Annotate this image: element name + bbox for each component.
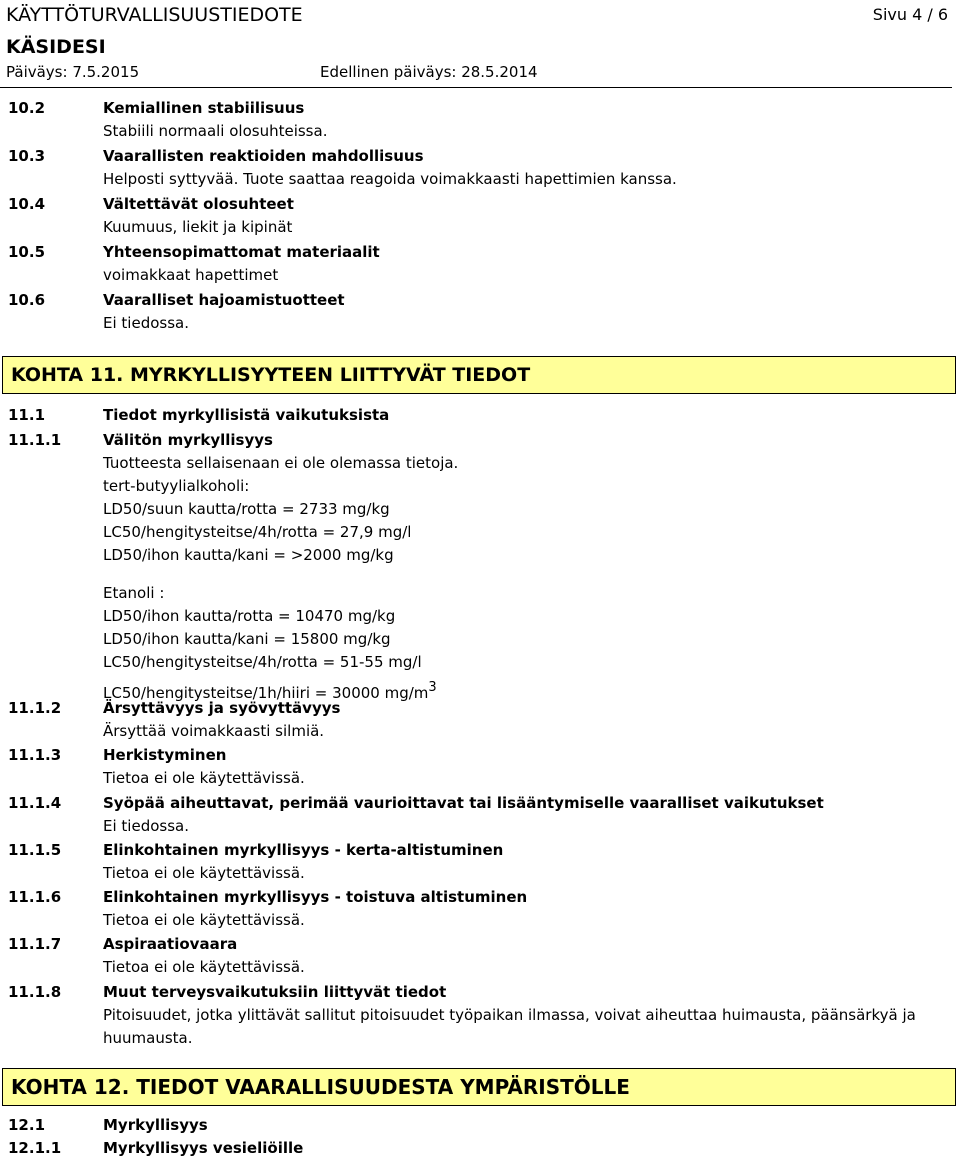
subsection-heading: Herkistyminen <box>103 746 227 764</box>
subsection-number: 11.1.4 <box>8 794 62 812</box>
subsection-heading: Muut terveysvaikutuksiin liittyvät tiedot <box>103 983 447 1001</box>
unit-superscript: 3 <box>428 680 437 695</box>
subsection-11-1-7 <box>8 933 952 979</box>
subsection-text: Tietoa ei ole käytettävissä. <box>103 911 305 929</box>
subsection-11-1-6 <box>8 886 952 932</box>
subsection-12-1-1 <box>8 1137 952 1160</box>
subsection-text: Tietoa ei ole käytettävissä. <box>103 958 305 976</box>
section-12-banner <box>2 1068 956 1106</box>
subsection-text: Tietoa ei ole käytettävissä. <box>103 864 305 882</box>
subsection-11-1-5 <box>8 839 952 885</box>
subsection-number: 10.4 <box>8 195 46 213</box>
subsection-11-1-4 <box>8 792 952 838</box>
subsection-text: Tietoa ei ole käytettävissä. <box>103 769 305 787</box>
subsection-heading: Elinkohtainen myrkyllisyys - toistuva altistuminen <box>103 888 528 906</box>
subsection-11-1-3 <box>8 744 952 790</box>
subsection-heading: Kemiallinen stabiilisuus <box>103 99 305 117</box>
toxicity-text-line: Tuotteesta sellaisenaan ei ole olemassa tietoja. <box>103 454 459 472</box>
toxicity-text-line: LD50/ihon kautta/kani = 15800 mg/kg <box>103 630 391 648</box>
subsection-heading: Aspiraatiovaara <box>103 935 238 953</box>
issue-date: Päiväys: 7.5.2015 <box>6 63 140 81</box>
previous-date: Edellinen päiväys: 28.5.2014 <box>320 63 538 81</box>
subsection-heading: Yhteensopimattomat materiaalit <box>103 243 380 261</box>
subsection-10-4 <box>8 193 952 239</box>
subsection-heading: Vaarallisten reaktioiden mahdollisuus <box>103 147 424 165</box>
subsection-text: Kuumuus, liekit ja kipinät <box>103 218 293 236</box>
subsection-text: voimakkaat hapettimet <box>103 266 279 284</box>
subsection-number: 11.1.1 <box>8 431 62 449</box>
subsection-number: 11.1.5 <box>8 841 62 859</box>
section-12-title: KOHTA 12. TIEDOT VAARALLISUUDESTA YMPÄRISTÖLLE <box>11 1075 630 1099</box>
subsection-heading: Myrkyllisyys vesieliöille <box>103 1139 304 1157</box>
product-name: KÄSIDESI <box>6 36 106 58</box>
subsection-number: 11.1 <box>8 406 46 424</box>
subsection-10-6 <box>8 289 952 335</box>
subsection-text: Stabiili normaali olosuhteissa. <box>103 122 328 140</box>
document-title: KÄYTTÖTURVALLISUUSTIEDOTE <box>6 4 303 26</box>
subsection-heading: Syöpää aiheuttavat, perimää vaurioittavat tai lisääntymiselle vaaralliset vaikutukset <box>103 794 824 812</box>
subsection-number: 10.2 <box>8 99 46 117</box>
subsection-number: 11.1.3 <box>8 746 62 764</box>
subsection-heading: Myrkyllisyys <box>103 1116 208 1134</box>
subsection-10-2 <box>8 97 952 143</box>
subsection-number: 10.6 <box>8 291 46 309</box>
subsection-10-3 <box>8 145 952 191</box>
section-11-title: KOHTA 11. MYRKYLLISYYTEEN LIITTYVÄT TIEDOT <box>11 364 531 386</box>
subsection-number: 11.1.7 <box>8 935 62 953</box>
subsection-text: Ei tiedossa. <box>103 817 189 835</box>
subsection-number: 11.1.8 <box>8 983 62 1001</box>
subsection-number: 12.1.1 <box>8 1139 62 1157</box>
toxicity-text-line: LD50/ihon kautta/rotta = 10470 mg/kg <box>103 607 396 625</box>
subsection-heading: Elinkohtainen myrkyllisyys - kerta-altistuminen <box>103 841 504 859</box>
toxicity-text-line: LD50/ihon kautta/kani = >2000 mg/kg <box>103 546 394 564</box>
subsection-11-1-2 <box>8 697 952 743</box>
subsection-11-1-8 <box>8 981 952 1051</box>
toxicity-value: LC50/hengitysteitse/1h/hiiri = 30000 mg/m <box>103 684 429 702</box>
subsection-number: 10.3 <box>8 147 46 165</box>
toxicity-text-line: tert-butyylialkoholi: <box>103 477 250 495</box>
subsection-heading: Ärsyttävyys ja syövyttävyys <box>103 699 341 717</box>
toxicity-text-line: LD50/suun kautta/rotta = 2733 mg/kg <box>103 500 390 518</box>
toxicity-text-line: LC50/hengitysteitse/4h/rotta = 27,9 mg/l <box>103 523 412 541</box>
header-divider <box>0 87 952 88</box>
subsection-text: Pitoisuudet, jotka ylittävät sallitut pitoisuudet työpaikan ilmassa, voivat aiheuttaa huimausta, päänsärkyä ja huumausta. <box>103 1006 916 1047</box>
subsection-number: 10.5 <box>8 243 46 261</box>
subsection-number: 11.1.2 <box>8 699 62 717</box>
toxicity-text-line: LC50/hengitysteitse/4h/rotta = 51-55 mg/l <box>103 653 422 671</box>
subsection-text: Ei tiedossa. <box>103 314 189 332</box>
section-11-banner <box>2 356 956 394</box>
subsection-heading: Vaaralliset hajoamistuotteet <box>103 291 345 309</box>
subsection-text: Ärsyttää voimakkaasti silmiä. <box>103 722 325 740</box>
subsection-heading: Välitön myrkyllisyys <box>103 431 273 449</box>
subsection-11-1-1 <box>8 429 952 702</box>
subsection-heading: Tiedot myrkyllisistä vaikutuksista <box>103 406 390 424</box>
subsection-10-5 <box>8 241 952 287</box>
subsection-11-1 <box>8 404 952 427</box>
subsection-number: 11.1.6 <box>8 888 62 906</box>
subsection-12-1 <box>8 1114 952 1137</box>
subsection-heading: Vältettävät olosuhteet <box>103 195 294 213</box>
subsection-number: 12.1 <box>8 1116 46 1134</box>
toxicity-text-line: Etanoli : <box>103 584 165 602</box>
page-number: Sivu 4 / 6 <box>872 5 948 24</box>
subsection-text: Helposti syttyvää. Tuote saattaa reagoida voimakkaasti hapettimien kanssa. <box>103 170 677 188</box>
